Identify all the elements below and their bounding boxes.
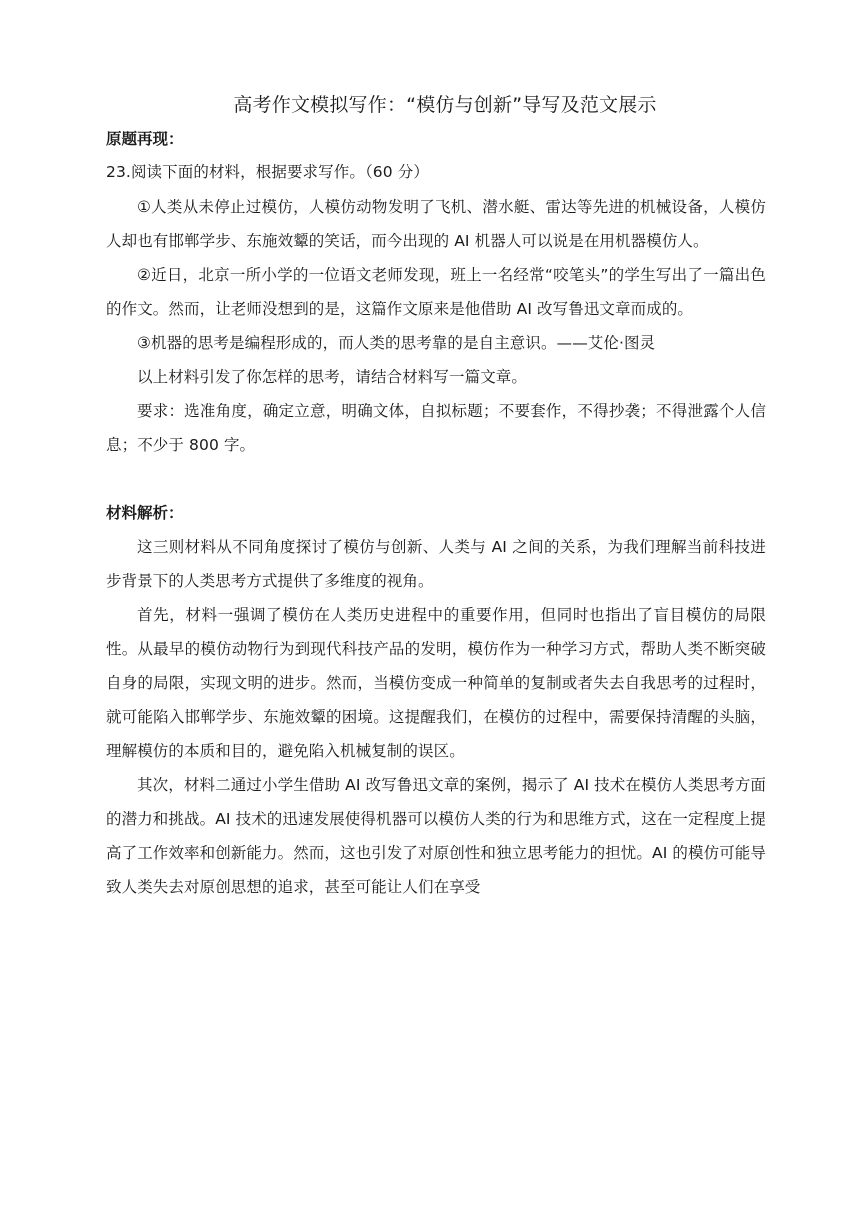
analysis-paragraph-1: 这三则材料从不同角度探讨了模仿与创新、人类与 AI 之间的关系，为我们理解当前科技进步背景下的人类思考方式提供了多维度的视角。 (106, 537, 766, 590)
section-spacer (106, 462, 766, 496)
document-title: 高考作文模拟写作：“模仿与创新”导写及范文展示 (233, 94, 657, 116)
material-2: ②近日，北京一所小学的一位语文老师发现，班上一名经常“咬笔头”的学生写出了一篇出色的作文。然而，让老师没想到的是，这篇作文原来是他借助 AI 改写鲁迅文章而成的。 (106, 265, 766, 318)
analysis-paragraph-2: 首先，材料一强调了模仿在人类历史进程中的重要作用，但同时也指出了盲目模仿的局限性。从最早的模仿动物行为到现代科技产品的发明，模仿作为一种学习方式，帮助人类不断突破自身的局限，实现文明的进步。然而，当模仿变成一种简单的复制或者失去自我思考的过程时，就可能陷入邯郸学步、东施效颦的困境。这提醒我们，在模仿的过程中，需要保持清醒的头脑，理解模仿的本质和目的，避免陷入机械复制的误区。 (106, 605, 766, 760)
section-heading-original-question: 原题再现： (106, 130, 184, 148)
writing-instruction: 以上材料引发了你怎样的思考，请结合材料写一篇文章。 (137, 367, 528, 386)
analysis-paragraph-3: 其次，材料二通过小学生借助 AI 改写鲁迅文章的案例，揭示了 AI 技术在模仿人类思考方面的潜力和挑战。AI 技术的迅速发展使得机器可以模仿人类的行为和思维方式，这在一定程度上提高了工作效率和创新能力。然而，这也引发了对原创性和独立思考能力的担忧。AI 的模仿可能导致人类失去对原创思想的追求，甚至可能让人们在享受 (106, 775, 767, 896)
document-body (106, 88, 766, 904)
section-heading-material-analysis: 材料解析： (106, 503, 184, 522)
material-1: ①人类从未停止过模仿，人模仿动物发明了飞机、潜水艇、雷达等先进的机械设备，人模仿人却也有邯郸学步、东施效颦的笑话，而今出现的 AI 机器人可以说是在用机器模仿人。 (106, 197, 766, 250)
question-prompt: 23.阅读下面的材料，根据要求写作。（60 分） (106, 163, 429, 181)
material-3: ③机器的思考是编程形成的，而人类的思考靠的是自主意识。——艾伦·图灵 (137, 333, 656, 352)
writing-requirements: 要求：选准角度，确定立意，明确文体，自拟标题；不要套作，不得抄袭；不得泄露个人信息；不少于 800 字。 (106, 401, 766, 454)
